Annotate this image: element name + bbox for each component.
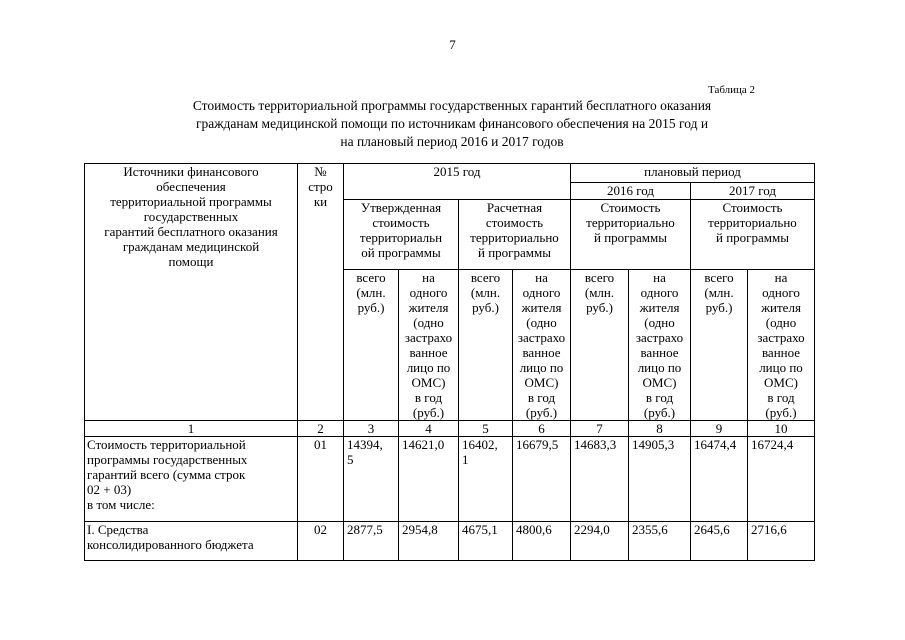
label-line: гарантий всего (сумма строк [87,467,246,482]
header-line: лицо по [519,360,564,375]
header-line: обеспечения [156,179,226,194]
header-line: руб.) [586,300,613,315]
header-line: (руб.) [765,405,797,420]
label-line: консолидированного бюджета [87,537,254,552]
header-line: одного [522,285,561,300]
value-cell [459,522,513,561]
header-line: гарантий бесплатного оказания [104,224,278,239]
header-line: всего [470,270,501,285]
header-line: (одно [765,315,797,330]
column-number: 10 [748,421,815,437]
financing-table [84,163,815,561]
header-line: в год [767,390,795,405]
label-line: программы государственных [87,452,248,467]
header-line: застрахо [757,330,805,345]
header-line: руб.) [357,300,385,315]
column-number: 4 [399,421,459,437]
value-line: 2954,8 [402,522,438,537]
header-line: Стоимость [600,200,661,215]
header-line: территориальной программы [110,194,272,209]
label-line: Стоимость территориальной [87,437,246,452]
page-number: 7 [449,37,456,52]
header-line: территориальн [359,230,443,245]
header-line: жителя [521,300,562,315]
header-line: жителя [761,300,801,315]
value-cell [344,522,399,561]
row-label [85,522,298,561]
header-line: застрахо [635,330,684,345]
header-year-2015: 2015 год [344,164,571,200]
row-code: 01 [298,437,344,522]
header-calculated-cost [459,200,571,270]
value-line: 14621,0 [402,437,445,452]
header-total [459,270,513,421]
header-line: ой программы [361,245,441,260]
header-line: в год [527,390,556,405]
value-cell [748,437,815,522]
value-line: 1 [462,452,469,467]
header-line: ОМС) [411,375,446,390]
header-total [344,270,399,421]
header-line: Расчетная [486,200,543,215]
header-line: в год [414,390,443,405]
value-cell [571,437,629,522]
header-planned-period: плановый период [571,164,815,183]
value-line: 5 [347,452,354,467]
header-line: на [535,270,548,285]
value-line: 4675,1 [462,522,498,537]
title-line: гражданам медицинской помощи по источникам финансового обеспечения на 2015 год и [195,116,709,131]
header-per-capita [513,270,571,421]
header-line: одного [409,285,448,300]
header-line: в год [645,390,674,405]
table-row [85,522,815,561]
header-line: гражданам медицинской [122,239,260,254]
header-cost-2017 [691,200,815,270]
value-cell [513,437,571,522]
header-line: лицо по [759,360,803,375]
row-label [85,437,298,522]
value-cell [344,437,399,522]
header-line: ванное [640,345,679,360]
header-per-capita [399,270,459,421]
header-source [85,164,298,421]
header-line: государственных [143,209,239,224]
value-line: 14683,3 [574,437,617,452]
value-line: 14394, [347,437,383,452]
header-line: лицо по [637,360,682,375]
header-line: Утвержденная [360,200,442,215]
value-line: 2716,6 [751,522,787,537]
column-number: 6 [513,421,571,437]
header-line: ванное [409,345,448,360]
value-cell [399,437,459,522]
header-line: (одно [526,315,557,330]
header-cost-2016 [571,200,691,270]
header-line: й программы [478,245,551,260]
label-line: 02 + 03) [87,482,132,497]
header-line: территориально [586,215,675,230]
header-line: № [314,164,327,179]
value-line: 2645,6 [694,522,730,537]
header-line: на [422,270,435,285]
row-code: 02 [298,522,344,561]
table-label: Таблица 2 [708,84,756,96]
value-cell [513,522,571,561]
header-year-2016: 2016 год [571,183,691,200]
header-line: (руб.) [643,405,676,420]
column-number-row [85,421,815,437]
header-line: территориально [708,215,797,230]
value-line: 2877,5 [347,522,383,537]
value-line: 2294,0 [574,522,610,537]
header-per-capita [629,270,691,421]
value-cell [571,522,629,561]
header-line: ванное [522,345,561,360]
value-cell [691,522,748,561]
value-line: 16724,4 [751,437,794,452]
header-line: стоимость [372,215,430,230]
header-line: (млн. [470,285,501,300]
value-cell [629,522,691,561]
title-line: Стоимость территориальной программы государственных гарантий бесплатного оказания [192,98,712,113]
header-line: помощи [168,254,214,269]
value-cell [629,437,691,522]
header-approved-cost [344,200,459,270]
header-line: застрахо [404,330,453,345]
header-line: ОМС) [524,375,559,390]
header-line: одного [640,285,679,300]
header-line: (млн. [584,285,615,300]
column-number: 7 [571,421,629,437]
value-line: 2355,6 [632,522,668,537]
table-row [85,437,815,522]
value-line: 14905,3 [632,437,675,452]
header-line: ванное [761,345,801,360]
header-line: руб.) [472,300,499,315]
table-title [120,97,784,151]
value-cell [748,522,815,561]
header-line: всего [584,270,615,285]
header-line: всего [356,270,386,285]
header-line: стро [308,179,333,194]
header-line: территориально [470,230,559,245]
value-line: 16679,5 [516,437,559,452]
header-line: застрахо [517,330,566,345]
value-cell [399,522,459,561]
header-line: (одно [644,315,675,330]
header-year-2017: 2017 год [691,183,815,200]
column-number: 1 [85,421,298,437]
header-line: й программы [716,230,789,245]
header-line: Стоимость [722,200,783,215]
header-line: стоимость [485,215,544,230]
header-line: всего [704,270,734,285]
header-line: (руб.) [412,405,445,420]
column-number: 2 [298,421,344,437]
header-line-number [298,164,344,421]
header-line: ОМС) [764,375,798,390]
label-line: в том числе: [87,497,155,512]
value-cell [691,437,748,522]
header-line: жителя [639,300,680,315]
value-line: 16402, [462,437,498,452]
value-cell [459,437,513,522]
column-number: 5 [459,421,513,437]
header-line: (млн. [356,285,386,300]
header-line: одного [762,285,800,300]
column-number: 3 [344,421,399,437]
header-line: на [774,270,788,285]
header-line: ОМС) [642,375,677,390]
header-line: лицо по [406,360,451,375]
header-line: й программы [594,230,667,245]
header-line: руб.) [705,300,733,315]
column-number: 8 [629,421,691,437]
header-per-capita [748,270,815,421]
header-line: жителя [408,300,449,315]
header-total [571,270,629,421]
header-line: ки [313,194,328,209]
label-line: I. Средства [87,522,149,537]
header-line: на [653,270,666,285]
header-line: (млн. [704,285,734,300]
value-line: 16474,4 [694,437,737,452]
title-line: на плановый период 2016 и 2017 годов [340,134,564,149]
value-line: 4800,6 [516,522,552,537]
header-line: (одно [413,315,444,330]
header-line: Источники финансового [123,164,259,179]
column-number: 9 [691,421,748,437]
header-line: (руб.) [525,405,558,420]
header-total [691,270,748,421]
